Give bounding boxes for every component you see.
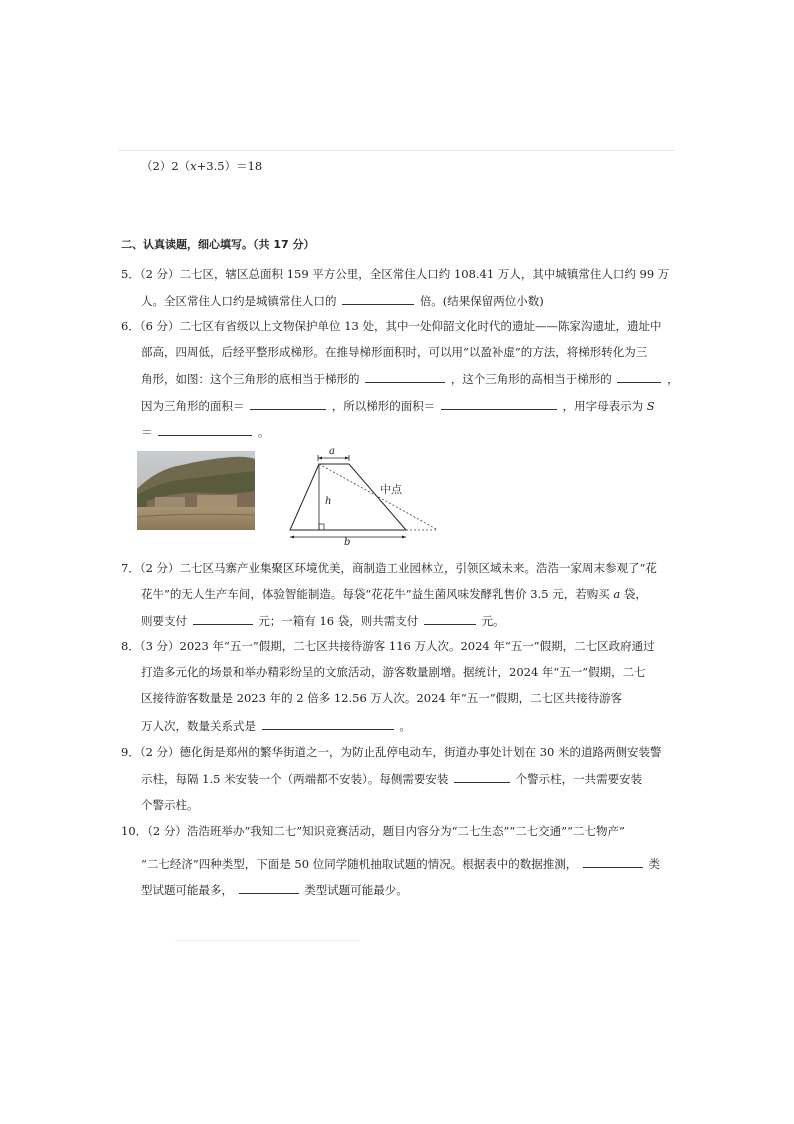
q6-line1: 6．（6 分）二七区有省级以上文物保护单位 13 处，其中一处仰韶文化时代的遗址——陈家沟遗址，遗址中 <box>121 319 662 333</box>
label-h: h <box>325 496 332 507</box>
q9-blank-per-side[interactable] <box>454 770 510 783</box>
bottom-divider <box>175 940 360 941</box>
q6-line3: 角形，如图：这个三角形的底相当于梯形的 ，这个三角形的高相当于梯形的 ， <box>141 372 679 386</box>
q6-line2: 部高，四周低，后经平整形成梯形。在推导梯形面积时，可以用“以盈补虚”的方法，将梯形转化为三 <box>141 345 648 359</box>
q9-line3: 个警示柱。 <box>141 798 199 812</box>
q6-blank-formula[interactable] <box>158 423 252 436</box>
q6-blank-trapezoid-area[interactable] <box>441 397 557 410</box>
q5-line2: 人。全区常住人口约是城镇常住人口的 倍。(结果保留两位小数) <box>141 294 544 308</box>
q10-blank-least[interactable] <box>239 881 299 894</box>
q9-line2: 示柱，每隔 1.5 米安装一个（两端都不安装）。每侧需要安装 个警示柱，一共需要安装 <box>141 772 643 786</box>
q8-line2: 打造多元化的场景和举办精彩纷呈的文旅活动，游客数量剧增。据统计，2024 年“五一”假期，二七 <box>141 665 646 679</box>
trapezoid-diagram <box>288 446 448 546</box>
q7-line1: 7．（2 分）二七区马寨产业集聚区环境优美，商制造工业园林立，引领区域未来。浩浩一家周末参观了“花 <box>121 561 657 575</box>
site-photo <box>137 451 255 530</box>
site-photo-image <box>137 451 255 530</box>
q6-blank-height[interactable] <box>617 370 661 383</box>
q10-line1: 10．（2 分）浩浩班举办“我知二七”知识竞赛活动，题目内容分为“二七生态”“二七交通”“二七物产” <box>121 824 625 838</box>
q9-line1: 9．（2 分）德化街是郑州的繁华街道之一，为防止乱停电动车，街道办事处计划在 30 米的道路两侧安装警 <box>121 745 662 759</box>
q10-blank-most[interactable] <box>583 855 643 868</box>
label-b: b <box>344 537 351 546</box>
trapezoid-figure <box>288 446 448 546</box>
q5-answer-blank[interactable] <box>342 292 414 305</box>
label-a: a <box>329 446 335 457</box>
q6-line4: 因为三角形的面积＝ ，所以梯形的面积＝ ，用字母表示为 S <box>141 399 655 413</box>
q5-line1: 5．（2 分）二七区，辖区总面积 159 平方公里，全区常住人口约 108.41 万人，其中城镇常住人口约 99 万 <box>121 267 670 281</box>
q6-blank-triangle-area[interactable] <box>250 397 326 410</box>
label-midpoint: 中点 <box>380 483 402 496</box>
q6-line5: ＝ 。 <box>141 425 270 439</box>
section-2-title: 二、认真读题，细心填写。（共 17 分） <box>121 238 315 251</box>
q6-blank-base[interactable] <box>365 370 445 383</box>
q8-line4: 万人次，数量关系式是 。 <box>141 719 411 733</box>
q8-line1: 8．（3 分）2023 年“五一”假期，二七区共接待游客 116 万人次。2024 年“五一”假期，二七区政府通过 <box>121 639 655 653</box>
q7-line2: 花牛”的无人生产车间，体验智能制造。每袋“花花牛”益生菌风味发酵乳售价 3.5 元，若购买 a 袋， <box>141 587 647 601</box>
q10-line2: “二七经济”四种类型，下面是 50 位同学随机抽取试题的情况。根据表中的数据推测， 类 <box>141 857 661 871</box>
q7-line3: 则要支付 元；一箱有 16 袋，则共需支付 元。 <box>141 614 505 628</box>
q7-blank-box-cost[interactable] <box>424 612 476 625</box>
q10-line3: 型试题可能最多， 类型试题可能最少。 <box>141 883 408 897</box>
top-divider <box>118 150 675 151</box>
q7-blank-cost[interactable] <box>193 612 253 625</box>
equation-2: （2）2（x+3.5）＝18 <box>141 159 263 173</box>
q8-line3: 区接待游客数量是 2023 年的 2 倍多 12.56 万人次。2024 年“五一”假期，二七区共接待游客 <box>141 691 623 705</box>
q8-blank-relation[interactable] <box>262 717 394 730</box>
